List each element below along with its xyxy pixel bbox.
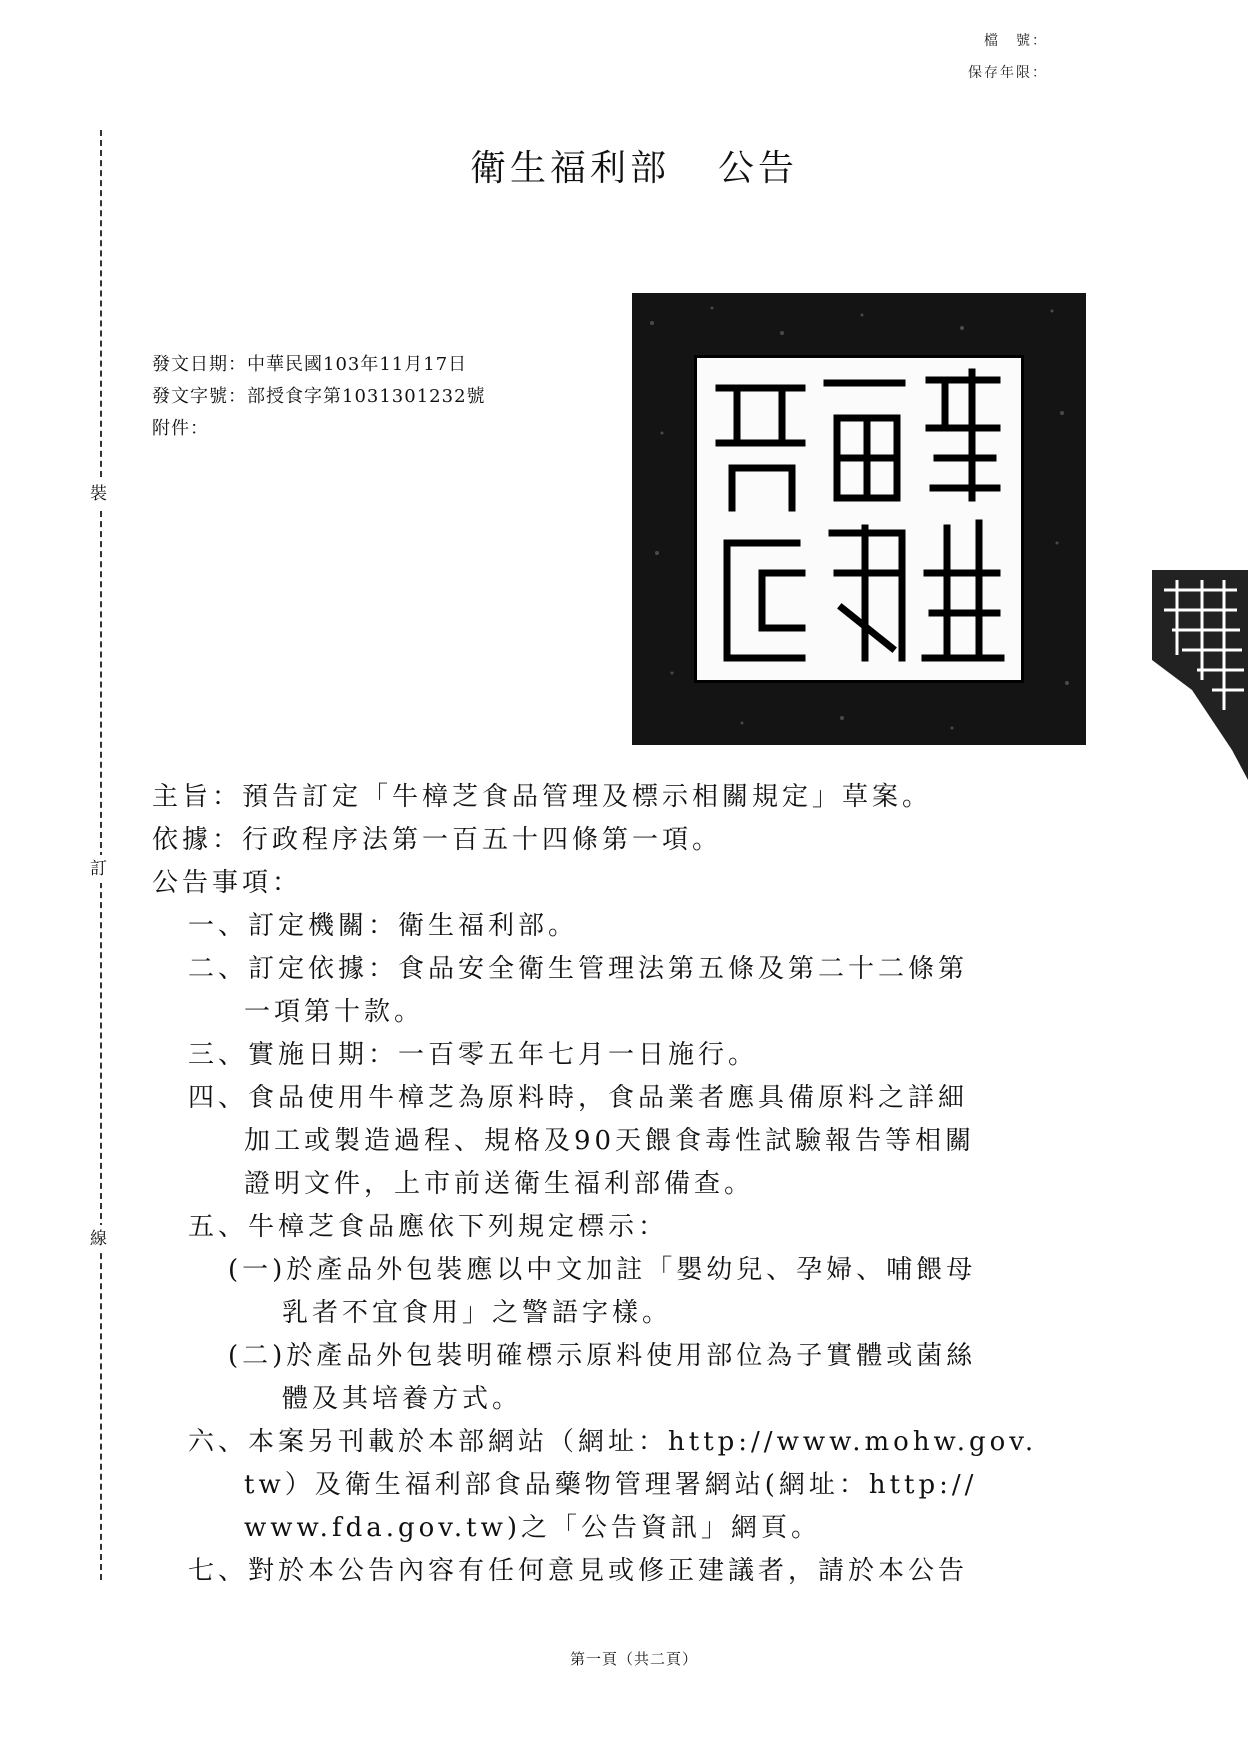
item-4-line-3: 證明文件，上市前送衛生福利部備查。: [244, 1169, 755, 1199]
seal-script-icon: [697, 358, 1021, 680]
subject-line: 主旨：預告訂定「牛樟芝食品管理及標示相關規定」草案。: [152, 782, 933, 812]
attachment-label: 附件：: [152, 418, 209, 439]
items-heading: 公告事項：: [152, 868, 303, 898]
binding-char-zhuang: 裝: [90, 480, 107, 508]
archive-retention-period: 保存年限：: [968, 65, 1048, 81]
official-seal-stamp: [632, 293, 1086, 745]
item-4-line-2: 加工或製造過程、規格及90天餵食毒性試驗報告等相關: [244, 1126, 976, 1156]
archive-file-number: 檔 號：: [984, 33, 1048, 49]
document-type: 公告: [718, 148, 799, 189]
seal-inner-field: [694, 355, 1024, 683]
document-title: [0, 140, 1248, 191]
item-2-line-1: 二、訂定依據：食品安全衛生管理法第五條及第二十二條第: [188, 954, 969, 984]
item-1: 一、訂定機關：衛生福利部。: [188, 911, 579, 941]
page-number: 第一頁（共二頁）: [569, 1650, 698, 1668]
item-5a-line-2: 乳者不宜食用」之警語字樣。: [282, 1298, 673, 1328]
item-6-line-1: 六、本案另刊載於本部網站（網址：http://www.mohw.gov.: [188, 1427, 1038, 1457]
binding-char-xian: 線: [90, 1225, 107, 1253]
basis-line: 依據：行政程序法第一百五十四條第一項。: [152, 825, 723, 855]
item-7-line-1: 七、對於本公告內容有任何意見或修正建議者，請於本公告: [188, 1556, 969, 1586]
item-2-line-2: 一項第十款。: [244, 997, 425, 1027]
item-6-line-2: tw）及衛生福利部食品藥物管理署網站(網址：http://: [244, 1470, 978, 1500]
announcement-body: [152, 776, 1112, 1593]
item-4-line-1: 四、食品使用牛樟芝為原料時，食品業者應具備原料之詳細: [188, 1083, 969, 1113]
item-5: 五、牛樟芝食品應依下列規定標示：: [188, 1212, 669, 1242]
document-number: 發文字號：部授食字第1031301232號: [152, 386, 486, 407]
item-5b-line-2: 體及其培養方式。: [282, 1384, 523, 1414]
edge-stamp-fragment-icon: [1152, 570, 1248, 780]
issue-date: 發文日期：中華民國103年11月17日: [152, 354, 468, 375]
item-3: 三、實施日期：一百零五年七月一日施行。: [188, 1040, 759, 1070]
binding-char-ding: 訂: [90, 855, 107, 883]
agency-name: 衛生福利部: [469, 148, 670, 189]
item-5a-line-1: (一)於產品外包裝應以中文加註「嬰幼兒、孕婦、哺餵母: [228, 1255, 977, 1285]
item-6-line-3: www.fda.gov.tw)之「公告資訊」網頁。: [244, 1513, 821, 1543]
item-5b-line-1: (二)於產品外包裝明確標示原料使用部位為子實體或菌絲: [228, 1341, 977, 1371]
